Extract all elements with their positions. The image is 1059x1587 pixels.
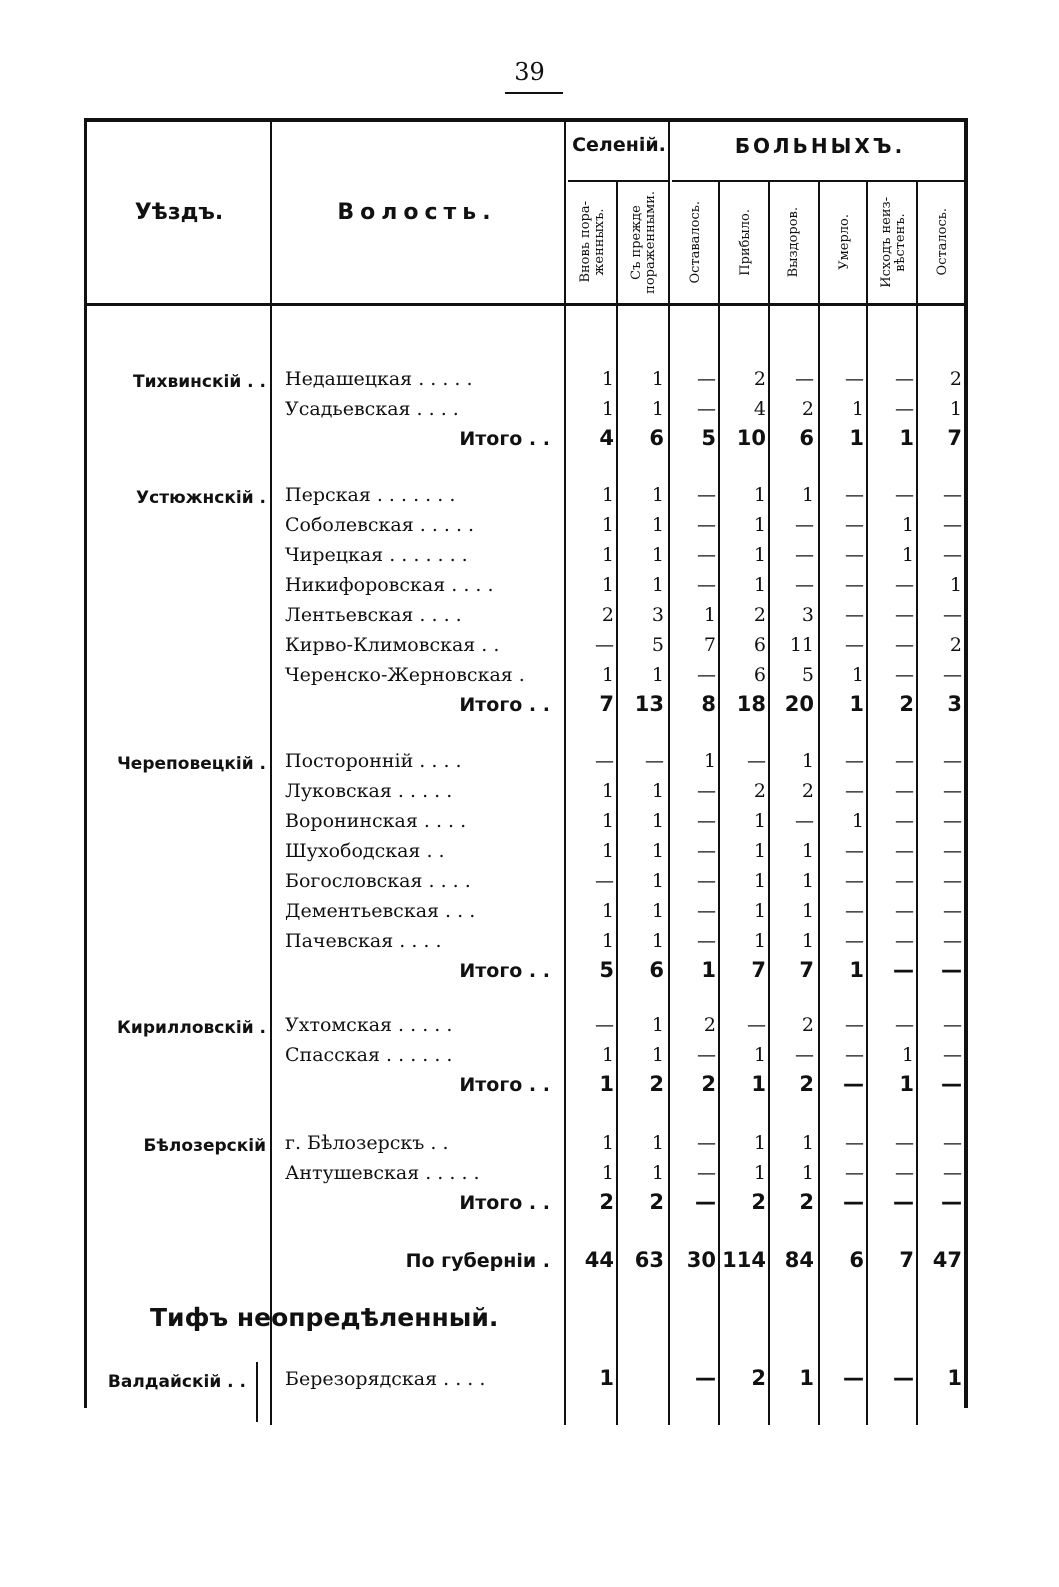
column-header bbox=[722, 186, 770, 298]
table-cell: 2 bbox=[799, 1190, 814, 1214]
table-cell: 7 bbox=[751, 958, 766, 982]
table-cell: — bbox=[697, 484, 716, 506]
total-label: Итого . . bbox=[459, 428, 550, 450]
table-cell: 1 bbox=[599, 1366, 614, 1390]
table-cell: — bbox=[941, 1190, 962, 1214]
table-cell: 1 bbox=[751, 1072, 766, 1096]
volost-label: Никифоровская . . . . bbox=[285, 574, 494, 596]
table-cell: — bbox=[645, 750, 664, 772]
uezd-label: Устюжнскій . bbox=[136, 488, 266, 508]
volost-label: Шухободская . . bbox=[285, 840, 445, 862]
header-uezd: Уѣздъ. bbox=[134, 200, 224, 225]
table-cell: 1 bbox=[601, 544, 614, 566]
table-cell: 1 bbox=[801, 870, 814, 892]
table-cell: 6 bbox=[649, 426, 664, 450]
column-divider bbox=[564, 118, 566, 1425]
table-cell: 44 bbox=[584, 1248, 614, 1272]
table-cell: 1 bbox=[753, 544, 766, 566]
table-cell: 20 bbox=[784, 692, 814, 716]
table-cell: — bbox=[943, 1014, 962, 1036]
table-cell: 1 bbox=[851, 398, 864, 420]
table-cell: — bbox=[895, 870, 914, 892]
table-cell: 1 bbox=[651, 574, 664, 596]
table-cell: 2 bbox=[649, 1072, 664, 1096]
table-cell: 1 bbox=[753, 930, 766, 952]
table-cell: 2 bbox=[753, 780, 766, 802]
table-cell: 1 bbox=[849, 426, 864, 450]
table-cell: 1 bbox=[599, 1072, 614, 1096]
column-divider bbox=[818, 182, 820, 1425]
table-cell: 1 bbox=[901, 544, 914, 566]
table-cell: — bbox=[895, 840, 914, 862]
table-cell: 1 bbox=[601, 1162, 614, 1184]
volost-label: Перская . . . . . . . bbox=[285, 484, 456, 506]
column-divider bbox=[270, 118, 272, 1425]
table-cell: — bbox=[895, 750, 914, 772]
table-cell: 30 bbox=[686, 1248, 716, 1272]
column-divider bbox=[668, 118, 670, 1425]
table-cell: — bbox=[697, 544, 716, 566]
table-cell: — bbox=[845, 1162, 864, 1184]
volost-label: Воронинская . . . . bbox=[285, 810, 467, 832]
table-cell: — bbox=[943, 1132, 962, 1154]
table-cell: 1 bbox=[651, 1044, 664, 1066]
table-cell: 63 bbox=[634, 1248, 664, 1272]
volost-label: Посторонній . . . . bbox=[285, 750, 462, 772]
table-cell: 5 bbox=[801, 664, 814, 686]
table-cell: 3 bbox=[947, 692, 962, 716]
table-cell: 1 bbox=[753, 514, 766, 536]
table-cell: — bbox=[943, 840, 962, 862]
table-cell: 1 bbox=[753, 574, 766, 596]
table-cell: — bbox=[895, 930, 914, 952]
volost-label: Ухтомская . . . . . bbox=[285, 1014, 453, 1036]
table-cell: — bbox=[893, 1190, 914, 1214]
table-cell: — bbox=[795, 574, 814, 596]
header-bolnykh: БОЛЬНЫХЪ. bbox=[734, 134, 906, 158]
table-cell: — bbox=[795, 1044, 814, 1066]
column-header-label: Прибыло. bbox=[738, 208, 753, 276]
table-cell: — bbox=[943, 1162, 962, 1184]
volost-label: Луковская . . . . . bbox=[285, 780, 453, 802]
volost-label: Богословская . . . . bbox=[285, 870, 471, 892]
table-cell: — bbox=[895, 604, 914, 626]
table-cell: 10 bbox=[736, 426, 766, 450]
table-cell: 1 bbox=[651, 398, 664, 420]
table-cell: 2 bbox=[801, 1014, 814, 1036]
table-cell: — bbox=[695, 1366, 716, 1390]
table-cell: — bbox=[941, 1072, 962, 1096]
column-header-label: Осталось. bbox=[935, 208, 950, 276]
table-cell: — bbox=[895, 398, 914, 420]
table-cell: — bbox=[943, 900, 962, 922]
volost-label: Кирво-Климовская . . bbox=[285, 634, 500, 656]
table-cell: — bbox=[795, 514, 814, 536]
table-cell: 1 bbox=[899, 426, 914, 450]
table-cell: — bbox=[843, 1072, 864, 1096]
table-cell: — bbox=[943, 514, 962, 536]
table-cell: 1 bbox=[849, 958, 864, 982]
page-number: 39 bbox=[514, 58, 545, 86]
table-cell: 1 bbox=[601, 1132, 614, 1154]
table-cell: — bbox=[697, 1044, 716, 1066]
table-cell: 1 bbox=[651, 514, 664, 536]
table-cell: 1 bbox=[651, 1162, 664, 1184]
table-cell: — bbox=[845, 514, 864, 536]
table-cell: 7 bbox=[799, 958, 814, 982]
table-cell: 1 bbox=[651, 1014, 664, 1036]
table-cell: — bbox=[893, 958, 914, 982]
table-cell: — bbox=[697, 1162, 716, 1184]
table-cell: 1 bbox=[601, 930, 614, 952]
table-cell: — bbox=[845, 604, 864, 626]
table-cell: 4 bbox=[599, 426, 614, 450]
table-cell: 2 bbox=[753, 368, 766, 390]
table-cell: — bbox=[695, 1190, 716, 1214]
column-divider bbox=[866, 182, 868, 1425]
table-cell: — bbox=[843, 1190, 864, 1214]
header-bottom-rule bbox=[86, 303, 964, 306]
table-cell: — bbox=[697, 574, 716, 596]
uezd-label: Бѣлозерскій bbox=[143, 1136, 266, 1156]
table-cell: 84 bbox=[784, 1248, 814, 1272]
table-cell: 1 bbox=[899, 1072, 914, 1096]
table-cell: 1 bbox=[799, 1366, 814, 1390]
table-cell: — bbox=[943, 544, 962, 566]
column-header bbox=[770, 186, 818, 298]
table-cell: 8 bbox=[701, 692, 716, 716]
table-cell: 1 bbox=[651, 780, 664, 802]
table-cell: — bbox=[595, 634, 614, 656]
table-cell: 2 bbox=[703, 1014, 716, 1036]
volost-label: Антушевская . . . . . bbox=[285, 1162, 480, 1184]
volost-label: Пачевская . . . . bbox=[285, 930, 442, 952]
table-cell: 1 bbox=[753, 484, 766, 506]
table-cell: 1 bbox=[801, 840, 814, 862]
total-label: Итого . . bbox=[459, 694, 550, 716]
column-divider bbox=[718, 182, 720, 1425]
section-title-typhus: Тифъ неопредѣленный. bbox=[150, 1303, 499, 1332]
table-cell: 1 bbox=[601, 398, 614, 420]
table-cell: 6 bbox=[849, 1248, 864, 1272]
table-cell: — bbox=[845, 544, 864, 566]
table-right-border bbox=[964, 118, 968, 1408]
table-top-border bbox=[86, 118, 968, 122]
table-cell: — bbox=[943, 780, 962, 802]
table-cell: 2 bbox=[599, 1190, 614, 1214]
table-cell: 18 bbox=[736, 692, 766, 716]
table-cell: — bbox=[845, 1132, 864, 1154]
table-cell: 1 bbox=[901, 514, 914, 536]
table-cell: — bbox=[697, 1132, 716, 1154]
table-cell: 1 bbox=[801, 750, 814, 772]
table-cell: 114 bbox=[722, 1248, 766, 1272]
table-cell: — bbox=[697, 780, 716, 802]
volost-label: Черенско-Жерновская . bbox=[285, 664, 525, 686]
table-cell: 1 bbox=[949, 574, 962, 596]
table-cell: 1 bbox=[801, 484, 814, 506]
table-cell: — bbox=[697, 930, 716, 952]
table-cell: 1 bbox=[651, 930, 664, 952]
table-cell: — bbox=[941, 958, 962, 982]
table-cell: 7 bbox=[703, 634, 716, 656]
table-cell: — bbox=[943, 930, 962, 952]
table-cell: — bbox=[845, 840, 864, 862]
table-cell: 1 bbox=[949, 398, 962, 420]
uezd-label: Валдайскій . . bbox=[107, 1372, 246, 1392]
table-cell: — bbox=[843, 1366, 864, 1390]
table-cell: — bbox=[845, 1044, 864, 1066]
table-cell: 2 bbox=[799, 1072, 814, 1096]
volost-label: Лентьевская . . . . bbox=[285, 604, 462, 626]
table-cell: 6 bbox=[753, 664, 766, 686]
table-cell: 1 bbox=[753, 870, 766, 892]
table-cell: — bbox=[697, 810, 716, 832]
table-cell: 1 bbox=[801, 1132, 814, 1154]
table-cell: — bbox=[845, 750, 864, 772]
table-cell: 2 bbox=[649, 1190, 664, 1214]
header-seleniy: Селеній. bbox=[572, 134, 666, 156]
table-cell: 7 bbox=[899, 1248, 914, 1272]
table-cell: — bbox=[943, 750, 962, 772]
table-cell: 47 bbox=[932, 1248, 962, 1272]
table-cell: — bbox=[697, 514, 716, 536]
table-cell: — bbox=[895, 900, 914, 922]
table-cell: — bbox=[595, 870, 614, 892]
table-cell: 1 bbox=[753, 1132, 766, 1154]
total-label: По губерніи . bbox=[405, 1250, 550, 1272]
table-cell: 7 bbox=[599, 692, 614, 716]
volost-label: Березорядская . . . . bbox=[285, 1368, 486, 1390]
table-cell: 6 bbox=[649, 958, 664, 982]
table-cell: — bbox=[795, 544, 814, 566]
table-cell: 1 bbox=[651, 900, 664, 922]
table-cell: 1 bbox=[651, 870, 664, 892]
table-cell: — bbox=[795, 810, 814, 832]
table-cell: 2 bbox=[801, 398, 814, 420]
table-cell: 6 bbox=[799, 426, 814, 450]
table-cell: — bbox=[895, 780, 914, 802]
table-cell: — bbox=[845, 1014, 864, 1036]
column-divider bbox=[616, 182, 618, 1425]
table-cell: 1 bbox=[651, 1132, 664, 1154]
table-cell: — bbox=[943, 1044, 962, 1066]
table-cell: 2 bbox=[751, 1366, 766, 1390]
column-divider bbox=[256, 1362, 258, 1422]
table-cell: 6 bbox=[753, 634, 766, 656]
total-label: Итого . . bbox=[459, 960, 550, 982]
table-cell: 1 bbox=[601, 780, 614, 802]
table-cell: — bbox=[697, 840, 716, 862]
volost-label: Чирецкая . . . . . . . bbox=[285, 544, 468, 566]
column-header bbox=[920, 186, 966, 298]
table-cell: — bbox=[595, 750, 614, 772]
table-cell: — bbox=[845, 870, 864, 892]
table-cell: — bbox=[595, 1014, 614, 1036]
table-cell: 1 bbox=[703, 750, 716, 772]
table-cell: 1 bbox=[801, 930, 814, 952]
table-cell: 3 bbox=[651, 604, 664, 626]
table-cell: — bbox=[747, 1014, 766, 1036]
table-cell: 3 bbox=[801, 604, 814, 626]
volost-label: Недашецкая . . . . . bbox=[285, 368, 473, 390]
table-cell: — bbox=[697, 368, 716, 390]
table-cell: 1 bbox=[651, 664, 664, 686]
uezd-label: Череповецкій . bbox=[117, 754, 266, 774]
table-cell: — bbox=[943, 604, 962, 626]
table-cell: 1 bbox=[601, 810, 614, 832]
table-cell: — bbox=[747, 750, 766, 772]
table-cell: — bbox=[845, 368, 864, 390]
table-cell: 1 bbox=[851, 664, 864, 686]
table-cell: 1 bbox=[753, 840, 766, 862]
volost-label: г. Бѣлозерскъ . . bbox=[285, 1132, 449, 1154]
volost-label: Дементьевская . . . bbox=[285, 900, 476, 922]
table-cell: 1 bbox=[651, 368, 664, 390]
table-cell: — bbox=[845, 634, 864, 656]
table-cell: 1 bbox=[601, 514, 614, 536]
column-header-label: Оставалось. bbox=[688, 200, 703, 284]
table-cell: — bbox=[895, 810, 914, 832]
table-cell: 4 bbox=[753, 398, 766, 420]
table-cell: — bbox=[795, 368, 814, 390]
table-cell: — bbox=[895, 664, 914, 686]
table-cell: — bbox=[697, 900, 716, 922]
uezd-label: Кирилловскій . bbox=[117, 1018, 266, 1038]
column-header bbox=[672, 186, 720, 298]
volost-label: Спасская . . . . . . bbox=[285, 1044, 453, 1066]
uezd-label: Тихвинскій . . bbox=[133, 372, 266, 392]
table-cell: 1 bbox=[701, 958, 716, 982]
table-cell: 1 bbox=[651, 840, 664, 862]
column-header-label: Вновь пора- женныхъ. bbox=[578, 201, 607, 283]
table-cell: 2 bbox=[801, 780, 814, 802]
table-cell: — bbox=[893, 1366, 914, 1390]
column-header-label: Съ прежде пораженными. bbox=[629, 190, 658, 294]
column-header bbox=[568, 186, 618, 298]
table-cell: — bbox=[943, 870, 962, 892]
table-cell: 7 bbox=[947, 426, 962, 450]
header-volost: Волость. bbox=[337, 200, 497, 225]
table-cell: 1 bbox=[703, 604, 716, 626]
table-cell: 1 bbox=[651, 544, 664, 566]
table-cell: — bbox=[895, 484, 914, 506]
table-cell: 1 bbox=[601, 840, 614, 862]
table-cell: 1 bbox=[601, 484, 614, 506]
table-cell: 1 bbox=[753, 1162, 766, 1184]
table-cell: — bbox=[845, 900, 864, 922]
column-header-label: Умерло. bbox=[837, 214, 852, 270]
table-cell: 1 bbox=[753, 900, 766, 922]
table-cell: — bbox=[845, 574, 864, 596]
table-cell: 1 bbox=[901, 1044, 914, 1066]
table-cell: — bbox=[697, 398, 716, 420]
table-cell: 1 bbox=[753, 810, 766, 832]
table-cell: 1 bbox=[947, 1366, 962, 1390]
table-cell: 2 bbox=[949, 368, 962, 390]
table-cell: — bbox=[845, 780, 864, 802]
table-cell: 1 bbox=[601, 574, 614, 596]
table-cell: — bbox=[895, 1162, 914, 1184]
table-cell: 11 bbox=[789, 634, 814, 656]
column-header bbox=[822, 186, 868, 298]
table-cell: 1 bbox=[801, 900, 814, 922]
table-cell: 2 bbox=[949, 634, 962, 656]
table-cell: 1 bbox=[651, 810, 664, 832]
table-cell: 1 bbox=[849, 692, 864, 716]
table-cell: — bbox=[895, 1014, 914, 1036]
column-header-label: Выздоров. bbox=[786, 206, 801, 278]
column-header bbox=[620, 186, 668, 298]
seleniy-rule bbox=[568, 180, 670, 182]
table-cell: 2 bbox=[899, 692, 914, 716]
table-cell: — bbox=[845, 484, 864, 506]
table-cell: 5 bbox=[701, 426, 716, 450]
column-header-label: Исходъ неиз- вѣстенъ. bbox=[879, 196, 908, 288]
table-cell: 5 bbox=[599, 958, 614, 982]
table-cell: — bbox=[895, 1132, 914, 1154]
table-cell: 2 bbox=[601, 604, 614, 626]
total-label: Итого . . bbox=[459, 1192, 550, 1214]
table-cell: 1 bbox=[753, 1044, 766, 1066]
table-cell: — bbox=[697, 664, 716, 686]
table-cell: — bbox=[845, 930, 864, 952]
table-cell: — bbox=[895, 368, 914, 390]
table-cell: 13 bbox=[634, 692, 664, 716]
volost-label: Усадьевская . . . . bbox=[285, 398, 459, 420]
table-cell: 5 bbox=[651, 634, 664, 656]
total-label: Итого . . bbox=[459, 1074, 550, 1096]
page-number-rule bbox=[505, 92, 563, 94]
table-cell: 1 bbox=[601, 1044, 614, 1066]
table-cell: 1 bbox=[851, 810, 864, 832]
table-cell: 1 bbox=[601, 900, 614, 922]
table-cell: 2 bbox=[701, 1072, 716, 1096]
table-cell: 1 bbox=[601, 368, 614, 390]
table-cell: — bbox=[943, 664, 962, 686]
table-cell: — bbox=[697, 870, 716, 892]
table-cell: — bbox=[943, 810, 962, 832]
table-cell: — bbox=[895, 634, 914, 656]
volost-label: Соболевская . . . . . bbox=[285, 514, 475, 536]
table-cell: 1 bbox=[651, 484, 664, 506]
column-header bbox=[870, 186, 918, 298]
table-cell: — bbox=[895, 574, 914, 596]
table-cell: — bbox=[943, 484, 962, 506]
table-cell: 2 bbox=[751, 1190, 766, 1214]
table-cell: 2 bbox=[753, 604, 766, 626]
table-cell: 1 bbox=[601, 664, 614, 686]
table-cell: 1 bbox=[801, 1162, 814, 1184]
column-divider bbox=[916, 182, 918, 1425]
